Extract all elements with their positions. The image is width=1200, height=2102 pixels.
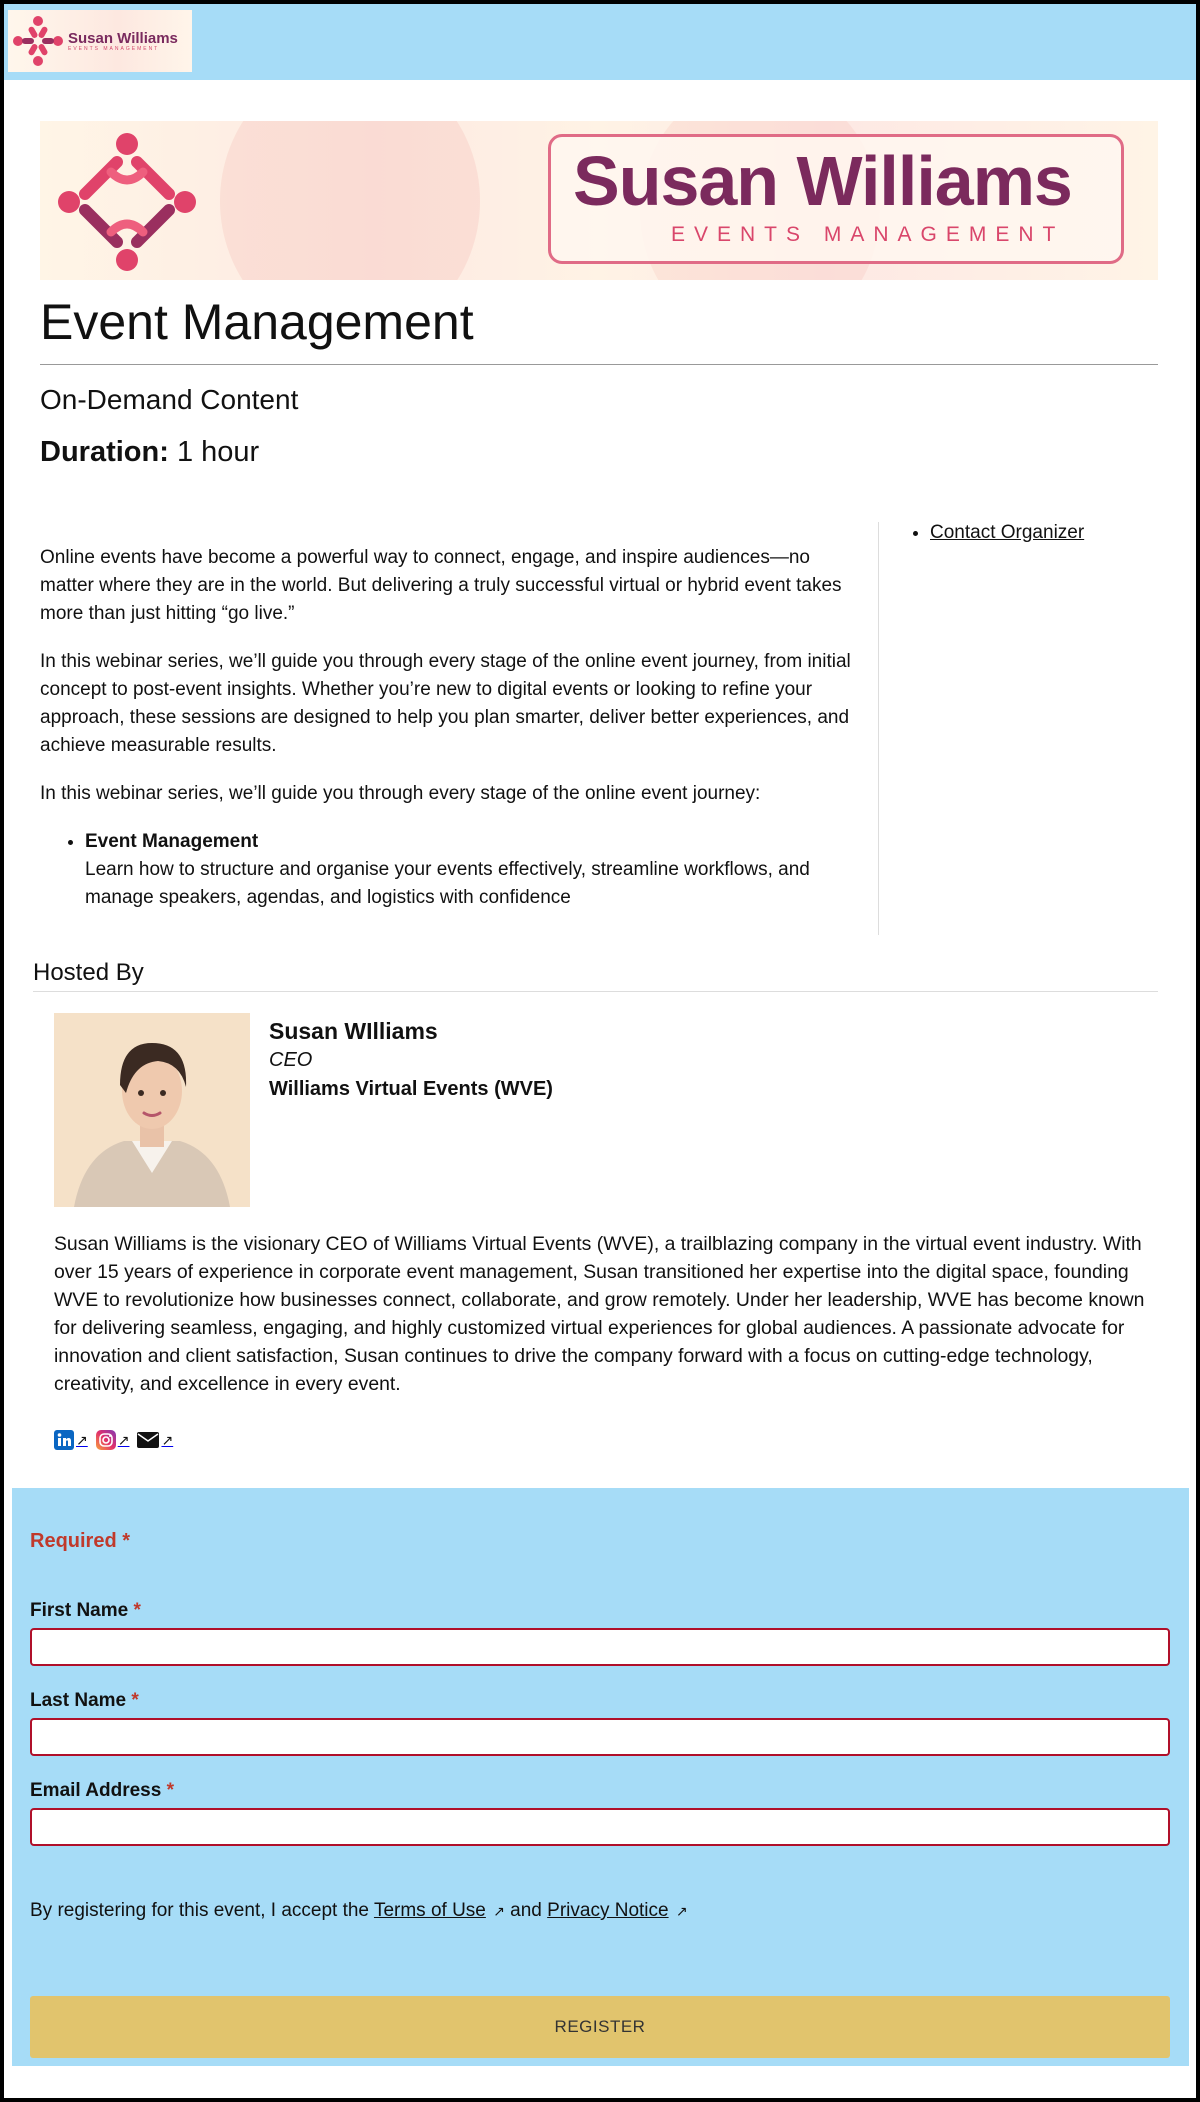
registration-form (12, 1488, 1189, 2066)
page-title: Event Management (40, 294, 474, 350)
banner-subtitle: EVENTS MANAGEMENT (671, 223, 1065, 246)
banner-name: Susan Williams (573, 142, 1072, 220)
hosted-by-heading: Hosted By (33, 959, 144, 986)
event-banner (40, 121, 1158, 280)
external-link-icon: ↗ (493, 1903, 505, 1919)
host-organization: Williams Virtual Events (WVE) (269, 1078, 553, 1100)
terms-and: and (510, 1900, 542, 1921)
required-star: * (133, 1600, 141, 1621)
column-divider (878, 522, 879, 935)
last-name-label-text: Last Name (30, 1690, 127, 1711)
email-label (30, 1780, 174, 1802)
header-logo-name: Susan Williams (68, 29, 178, 47)
host-portrait-image (54, 1013, 250, 1207)
email-input[interactable] (30, 1808, 1170, 1846)
banner-decoration (220, 121, 480, 280)
last-name-input[interactable] (30, 1718, 1170, 1756)
required-label: Required (30, 1530, 117, 1552)
privacy-notice-link[interactable]: Privacy Notice (547, 1900, 669, 1921)
content-type-label: On-Demand Content (40, 384, 299, 415)
description-paragraph: Online events have become a powerful way to connect, engage, and inspire audiences—no matter where they are in the world. But delivering a truly successful virtual or hybrid event takes more than just hitting “go live.” (40, 547, 842, 624)
register-button[interactable]: REGISTER (30, 1996, 1170, 2058)
topic-item (85, 828, 860, 912)
duration-label: Duration: (40, 436, 169, 468)
external-link-icon: ↗ (161, 1431, 174, 1448)
required-star: * (166, 1780, 174, 1801)
brand-logo-icon (8, 11, 68, 71)
required-note (30, 1530, 130, 1553)
contact-organizer-link[interactable]: Contact Organizer (930, 522, 1085, 543)
linkedin-icon (54, 1430, 74, 1450)
external-link-icon: ↗ (675, 1903, 688, 1919)
first-name-label-text: First Name (30, 1600, 129, 1621)
event-description (40, 544, 860, 912)
description-paragraph: In this webinar series, we’ll guide you through every stage of the online event journey, from initial concept to post-event insights. Whether you’re new to digital events or looking to refine your approach, these sessions are designed to help you plan smarter, deliver better experiences, and achieve measurable results. (40, 651, 851, 756)
email-link[interactable] (137, 1432, 173, 1449)
host-name: Susan WIlliams (269, 1018, 438, 1044)
external-link-icon: ↗ (76, 1431, 88, 1448)
host-role: CEO (269, 1049, 313, 1071)
host-social-links (54, 1430, 181, 1450)
duration-value: 1 hour (176, 436, 260, 468)
banner-name-box (548, 134, 1124, 264)
instagram-icon (96, 1430, 116, 1450)
required-star: * (122, 1530, 131, 1552)
terms-prefix: By registering for this event, I accept the (30, 1900, 370, 1921)
last-name-label (30, 1690, 139, 1712)
first-name-input[interactable] (30, 1628, 1170, 1666)
linkedin-link[interactable] (54, 1430, 88, 1450)
topic-title: • Event Management (85, 831, 259, 852)
duration-line (40, 432, 259, 472)
host-bio: Susan Williams is the visionary CEO of Williams Virtual Events (WVE), a trailblazing company in the virtual event industry. With over 15 years of experience in corporate event management, Susan transitioned her expertise into the digital space, founding WVE to revolutionize how businesses connect, collaborate, and grow remotely. Under her leadership, WVE has become known for delivering seamless, engaging, and highly customized virtual experiences for global audiences. A passionate advocate for innovation and client satisfaction, Susan continues to drive the company forward with a focus on cutting-edge technology, creativity, and excellence in every event. (54, 1233, 1145, 1395)
header-logo-subtitle: EVENTS MANAGEMENT (68, 45, 160, 52)
email-icon (137, 1432, 159, 1448)
topic-text: Learn how to structure and organise your events effectively, streamline workflows, and manage speakers, agendas, and logistics with confidence (85, 859, 810, 908)
hosted-by-divider (33, 991, 1158, 992)
external-link-icon: ↗ (117, 1431, 130, 1448)
email-label-text: Email Address (30, 1780, 162, 1801)
title-divider (40, 364, 1158, 365)
header-bar (4, 4, 1196, 80)
terms-of-use-link[interactable]: Terms of Use (373, 1900, 486, 1921)
topic-list (40, 828, 860, 912)
required-star: * (131, 1690, 139, 1711)
terms-statement (30, 1900, 688, 1922)
header-logo[interactable] (8, 10, 192, 72)
brand-logo-icon (52, 127, 202, 277)
sidebar-link-item (930, 522, 1084, 544)
host-photo (54, 1013, 250, 1207)
instagram-link[interactable] (96, 1430, 130, 1450)
sidebar-links (885, 522, 1084, 544)
description-paragraph: In this webinar series, we’ll guide you through every stage of the online event journey: (40, 783, 761, 804)
first-name-label (30, 1600, 141, 1622)
